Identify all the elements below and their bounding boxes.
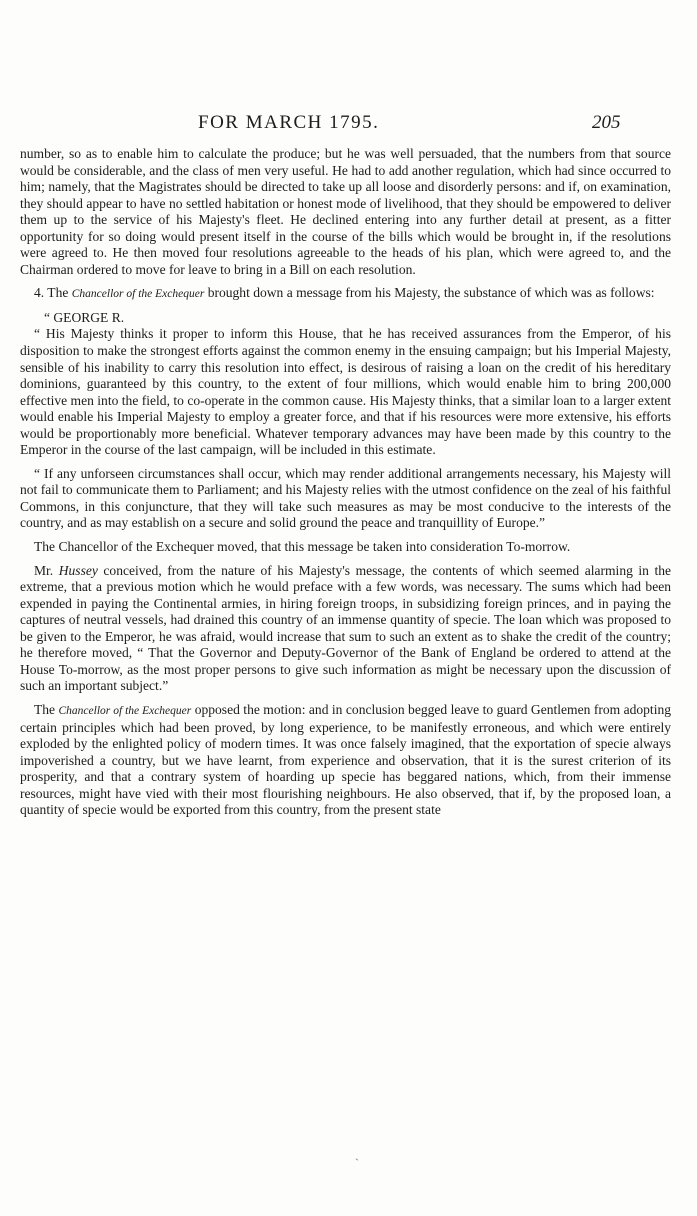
running-title: FOR MARCH 1795. <box>198 112 380 133</box>
speaker-name: Chancellor of the Exchequer <box>71 288 205 301</box>
paragraph-lead: The <box>34 701 56 717</box>
paragraph-royal-message-intro <box>20 285 671 303</box>
paragraph-royal-message-close: “ If any unforseen circumstances shall occur, which may render additional arrangements necessary, his Majesty will not fail to communicate them to Parliament; and his Majesty relies with the utmost confidence on the zeal of his faithful Commons, in this conjuncture, that they will take such measures as may be most conducive to the interests of the country, and as may establish on a secure and solid ground the peace and tranquillity of Europe.” <box>20 465 671 531</box>
paragraph-lead: Mr. <box>34 562 54 578</box>
paragraph-rest: brought down a message from his Majesty, the substance of which was as follows: <box>207 285 655 301</box>
speaker-name: Hussey <box>58 562 98 578</box>
paragraph-royal-message-body: “ His Majesty thinks it proper to inform this House, that he has received assurances from the Emperor, of his disposition to make the strongest efforts against the common enemy in the ensuing campaign; but his Imperial Majesty, sensible of his inability to carry this resolution into effect, is desirous of raising a loan on the credit of his hereditary dominions, guaranteed by this country, to the extent of four millions, which would enable him to bring 200,000 effective men into the field, to co-operate in the common cause. His Majesty thinks, that a similar loan to a larger extent would enable his Imperial Majesty to employ a greater force, and that if his resources were more extensive, his efforts would be proportionably more beneficial. Whatever temporary advances may have been made by this country to the Emperor in the course of the last campaign, will be included in this estimate. <box>20 326 671 458</box>
paragraph-lead: 4. The <box>34 285 69 301</box>
paragraph-hussey-speech <box>20 563 671 695</box>
footer-mark: ˏ <box>355 1147 359 1161</box>
speaker-name: Chancellor of the Exchequer <box>58 704 192 717</box>
royal-salutation: “ GEORGE R. <box>44 309 125 325</box>
page-number: 205 <box>592 112 621 133</box>
body-text <box>20 146 671 826</box>
paragraph-rest: opposed the motion: and in conclusion begged leave to guard Gentlemen from adopting certain principles which had been proved, by long experience, to be manifestly erroneous, and which were entirely exploded by the enlighted policy of modern times. It was once falsely imagined, that the exportation of specie always impoverished a country, but we have learnt, from experience and observation, that it is the surest criterion of its prosperity, and that a contrary system of hoarding up specie has beggared nations, which, from their immense resources, might have vied with their most flourishing neighbours. He also observed, that if, by the proposed loan, a quantity of specie would be exported from this country, from the present state <box>20 701 672 818</box>
paragraph-rest: conceived, from the nature of his Majesty's message, the contents of which seemed alarming in the extreme, that a previous motion which he would preface with a few words, was necessary. The sums which had been expended in paying the Continental armies, in hiring foreign troops, in subsidizing foreign princes, and in paying the captures of neutral vessels, had drained this country of an immense quantity of specie. The loan which was proposed to be given to the Emperor, he was afraid, would increase that sum to such an extent as to shake the credit of the country; he therefore moved, “ That the Governor and Deputy-Governor of the Bank of England be ordered to attend at the House To-morrow, as the most proper persons to give such information as might be necessary upon the discussion of such an important subject.” <box>20 562 672 694</box>
paragraph-chancellor-motion: The Chancellor of the Exchequer moved, that this message be taken into consideration To-morrow. <box>34 539 571 555</box>
paragraph-recruitment-plan: number, so as to enable him to calculate the produce; but he was well persuaded, that the numbers from that source would be considerable, and the class of men very useful. He had to add another regulation, which had since occurred to him; namely, that the Magistrates should be directed to take up all loose and disorderly persons: and if, on examination, they should appear to have no settled habitation or honest mode of livelihood, that they should be empowered to deliver them up to the service of his Majesty's fleet. He declined entering into any further detail at present, as a fitter opportunity for so doing would present itself in the course of the bills which would be brought in, if the resolutions were agreed to. He then moved four resolutions agreeable to the heads of his plan, which were agreed to, and the Chairman ordered to move for leave to bring in a Bill on each resolution. <box>20 146 671 277</box>
page-header <box>0 112 697 136</box>
paragraph-chancellor-reply <box>20 702 671 819</box>
